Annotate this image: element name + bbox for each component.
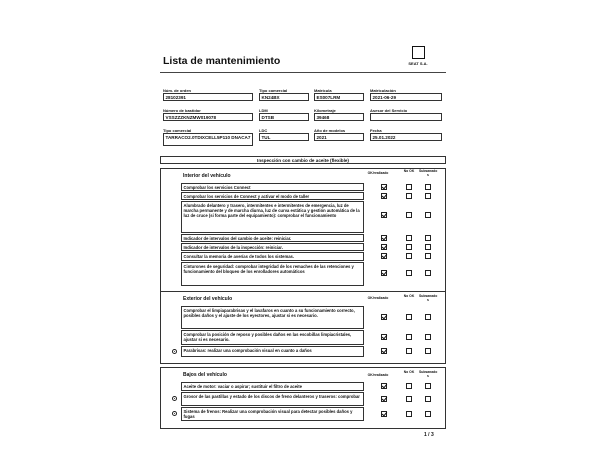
checklist-row: Indicador de intervalos del cambio de aceite: reiniciar. [181,234,364,242]
checkbox-no-ok[interactable] [406,244,412,250]
checklist-row: Sistema de frenos: Realizar una comprobación visual para detectar posibles daños y fugas [181,407,364,421]
col-header-subsanado: Subsanado s [419,370,438,378]
checklist-row: Comprobar los servicios de Connect y activar el modo de taller [181,192,364,200]
checklist-row: Alumbrado delantero y trasero, intermitentes e intermitentes de emergencia, luz de marcha permanente y de marcha diurna, luz de curva estática y gestión automática de la luz de cruce (si forma parte del equipamiento): comprobar el funcionamiento [181,201,364,233]
section-title-interior: Interior del vehículo [183,173,231,179]
seat-logo-icon [412,46,425,59]
field-label-vin: Número de bastidor [163,108,201,113]
field-vin: VSSZZZKNZMW019078 [163,113,253,121]
checkbox-no-ok[interactable] [406,184,412,190]
checkbox-subsanado[interactable] [425,348,431,354]
checkbox-ok[interactable] [381,411,387,417]
header-divider [160,72,446,73]
field-registration-date: 2021-06-29 [370,93,442,101]
checkbox-ok[interactable] [381,193,387,199]
field-label-advisor: Asesor del Servicio [370,108,408,113]
page-number: 1 / 3 [424,432,434,438]
field-label-type: Tipo comercial [259,88,288,93]
field-label-date: Fecha [370,128,382,133]
checkbox-subsanado[interactable] [425,253,431,259]
checklist-row: Grosor de las pastillas y estado de los discos de freno delanteros y traseros: comprobar [181,392,364,406]
field-label-ldm: LDM [259,108,268,113]
checkbox-no-ok[interactable] [406,334,412,340]
col-header-ok: OK/realizado [367,296,389,300]
field-label-order: Núm. de orden [163,88,192,93]
field-commercial-type: KN24BX [259,93,309,101]
checkbox-no-ok[interactable] [406,396,412,402]
col-header-no-ok: No OK [403,294,415,298]
col-header-subsanado: Subsanado s [419,294,438,302]
checkbox-ok[interactable] [381,235,387,241]
checklist-row: Indicador de intervalos de la inspección: reiniciar. [181,243,364,251]
checkbox-subsanado[interactable] [425,184,431,190]
page-title: Lista de mantenimiento [163,55,281,67]
section-title-exterior: Exterior del vehículo [183,296,233,302]
checkbox-no-ok[interactable] [406,270,412,276]
field-commercial-model: TARRACO2.0TDIXCELL5P110 DNACA7 [163,133,253,146]
checkbox-ok[interactable] [381,184,387,190]
field-label-model-year: Año de modelos [314,128,346,133]
checkbox-no-ok[interactable] [406,383,412,389]
gear-icon [172,349,177,354]
field-ldm: DTSB [259,113,309,121]
checkbox-ok[interactable] [381,314,387,320]
checkbox-subsanado[interactable] [425,314,431,320]
field-order-number: 28102391 [163,93,253,101]
field-date: 25.01.2022 [370,133,442,141]
checkbox-subsanado[interactable] [425,235,431,241]
checkbox-ok[interactable] [381,396,387,402]
col-header-subsanado: Subsanado s [419,169,438,177]
checkbox-no-ok[interactable] [406,314,412,320]
seat-logo [405,46,431,70]
section-title-underbody: Bajos del vehículo [183,372,227,378]
checkbox-ok[interactable] [381,383,387,389]
checkbox-subsanado[interactable] [425,193,431,199]
field-label-ldc: LDC [259,128,268,133]
checkbox-subsanado[interactable] [425,212,431,218]
field-label-plate: Matrícula [314,88,332,93]
field-label-model: Tipo comercial [163,128,192,133]
checkbox-ok[interactable] [381,270,387,276]
checkbox-ok[interactable] [381,212,387,218]
checklist-row: Comprobar la posición de reposo y posibles daños en las escobillas limpiacristales, ajustar si es necesario. [181,330,364,345]
checkbox-no-ok[interactable] [406,348,412,354]
inspection-title: Inspección con cambio de aceite (flexible) [160,156,446,164]
col-header-no-ok: No OK [403,169,415,173]
col-header-no-ok: No OK [403,370,415,374]
field-license-plate: ES007LRM [314,93,364,101]
checkbox-subsanado[interactable] [425,411,431,417]
checklist-row: Comprobar los servicios Connect [181,183,364,191]
checkbox-no-ok[interactable] [406,253,412,259]
gear-icon [172,396,177,401]
field-label-registration: Matriculación [370,88,396,93]
checklist-row: Comprobar el limpiaparabrisas y el lavafaros en cuanto a su funcionamiento correcto, posibles daños y el ajuste de los eyectores, ajustar si es necesario. [181,306,364,329]
checklist-row: Consultar la memoria de averías de todos los sistemas. [181,252,364,261]
checklist-row: Cinturones de seguridad: comprobar integridad de los remaches de las retenciones y funcionamiento del bloqueo de los enrolladores automáticos [181,262,364,286]
checkbox-ok[interactable] [381,253,387,259]
checkbox-subsanado[interactable] [425,270,431,276]
checkbox-subsanado[interactable] [425,396,431,402]
checkbox-ok[interactable] [381,348,387,354]
col-header-ok: OK/realizado [367,171,389,175]
gear-icon [172,411,177,416]
field-ldc: TUL [259,133,309,141]
col-header-ok: OK/realizado [367,373,389,377]
checkbox-subsanado[interactable] [425,383,431,389]
field-service-advisor [370,113,442,121]
checkbox-no-ok[interactable] [406,411,412,417]
field-mileage: 39468 [314,113,364,121]
checkbox-ok[interactable] [381,334,387,340]
brand-name: SEAT S.A. [408,61,428,66]
checkbox-no-ok[interactable] [406,235,412,241]
field-label-mileage: Kilometraje [314,108,336,113]
checklist-row: Aceite de motor: vaciar o aspirar; sustituir el filtro de aceite [181,382,364,391]
checkbox-no-ok[interactable] [406,212,412,218]
field-model-year: 2021 [314,133,364,141]
checkbox-no-ok[interactable] [406,193,412,199]
checkbox-subsanado[interactable] [425,244,431,250]
checklist-row: Parabrisas: realizar una comprobación visual en cuanto a daños [181,346,364,357]
checkbox-ok[interactable] [381,244,387,250]
checkbox-subsanado[interactable] [425,334,431,340]
